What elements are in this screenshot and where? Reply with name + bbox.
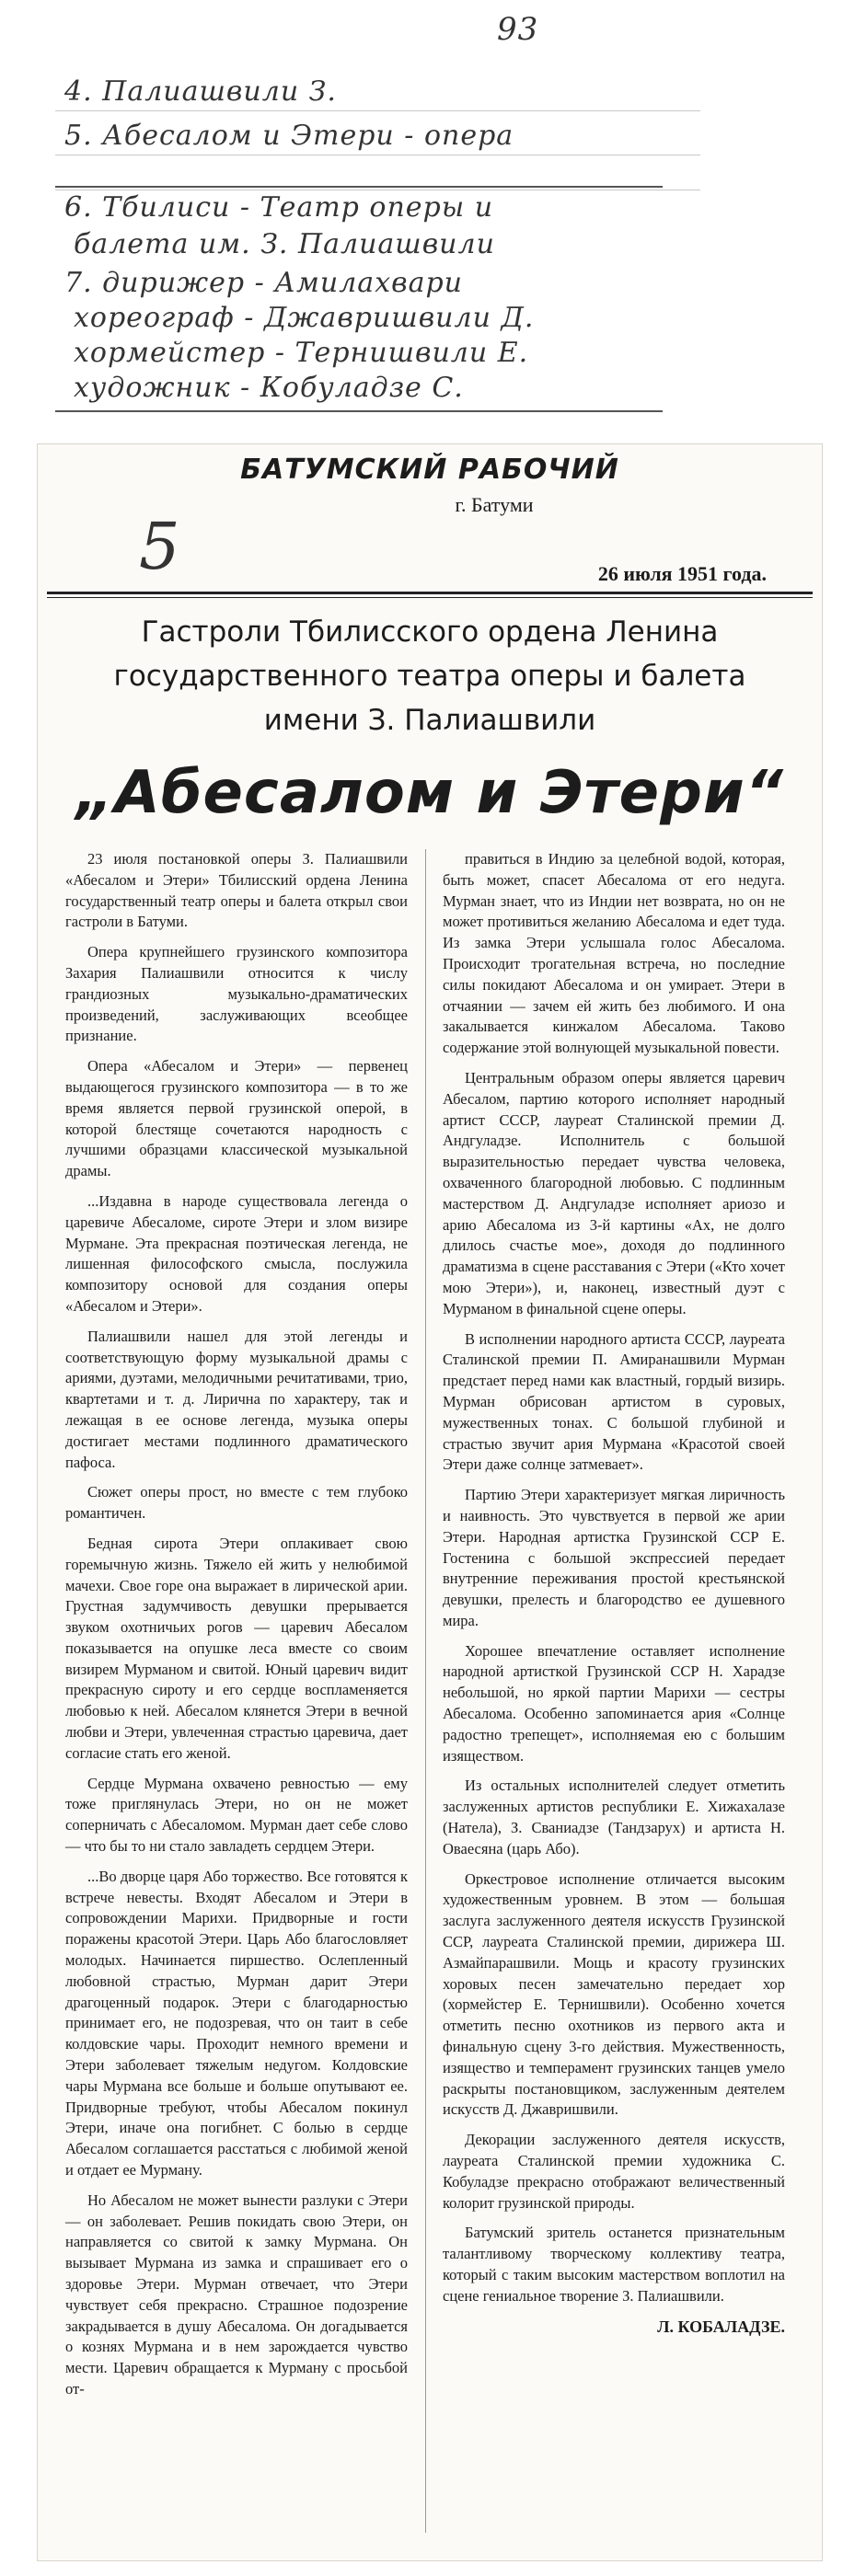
- handwritten-underline: [55, 186, 663, 188]
- article-column-right: [443, 849, 785, 2337]
- publication-date: 26 июля 1951 года.: [597, 562, 767, 585]
- masthead-rule: [47, 592, 813, 594]
- handwritten-note-2: 5. Абесалом и Этери - опера: [64, 120, 514, 152]
- paragraph: Опера «Абесалом и Этери» — первенец выдающегося грузинского композитора — в то же время является первой грузинской оперой, в которой блестяще сочетаются народность с лучшими образцами классической музыкальной драмы.: [65, 1057, 408, 1180]
- article-title: „Абесалом и Этери“: [75, 759, 784, 827]
- paragraph: правиться в Индию за целебной водой, которая, быть может, спасет Абесалома от его недуга. Мурман знает, что из Индии нет возврата, но он не может противиться желанию Абесалома и едет туда. Из замка Этери услышала голос Абесалома. Происходит трогательная встреча, но последние силы покидают Абесалома и он умирает. Этери в отчаянии — зачем ей жить без любимого. И она закалывается кинжалом Абесалома. Таково содержание этой волнующей музыкальной повести.: [443, 850, 785, 1057]
- handwritten-mark: 5: [139, 509, 180, 584]
- paragraph: Батумский зритель останется признательным талантливому творческому коллективу театра, который с таким высоким мастерством воплотил на сцене гениальное творение З. Палиашвили.: [443, 2224, 785, 2305]
- paragraph: ...Во дворце царя Або торжество. Все готовятся к встрече невесты. Входят Абесалом и Этери в сопровождении Марихи. Придворные и гости поражены красотой Этери. Царь Або благословляет молодых. Начинается пиршество. Ослепленный любовной страстью, Мурман дарит Этери драгоценный подарок. Этери с благодарностью принимает его, не подозревая, что он таит в себе колдовские чары. Проходит немного времени и Этери заболевает тяжелым недугом. Колдовские чары Мурмана все больше и больше опутывают ее. Придворные требуют, чтобы Абесалом покинул Этери, иначе она погибнет. С болью в сердце Абесалом соглашается расстаться с любимой женой и отдает ее Мурману.: [65, 1867, 408, 2179]
- handwritten-underline: [55, 410, 663, 412]
- paragraph: Сюжет оперы прост, но вместе с тем глубоко романтичен.: [65, 1483, 408, 1523]
- paragraph: В исполнении народного артиста СССР, лауреата Сталинской премии П. Амиранашвили Мурман предстает перед нами как властный, гордый визирь. Мурман обрисован артистом в суровых, мужественных тонах. С большой глубиной и страстью звучит ария Мурмана «Красотой своей Этери даже солнце затмевает».: [443, 1329, 785, 1474]
- paragraph: Но Абесалом не может вынести разлуки с Этери — он заболевает. Решив покидать свою Этери, он направляется со свитой к замку Мурмана. Он вызывает Мурмана из замка и спрашивает его о здоровье Этери. Мурман отвечает, что Этери чувствует себя прекрасно. Страшное подозрение закрадывается в душу Абесалома. Он догадывается о кознях Мурмана и в нем зарождается чувство мести. Царевич обращается к Мурману с просьбой от-: [65, 2191, 408, 2398]
- column-divider: [425, 849, 426, 2533]
- masthead-rule: [47, 597, 813, 598]
- paragraph: Сердце Мурмана охвачено ревностью — ему тоже приглянулась Этери, но он не может соперничать с Абесаломом. Мурман дает себе слово — что бы то ни стало завладеть сердцем Этери.: [65, 1774, 408, 1856]
- paragraph: Палиашвили нашел для этой легенды и соответствующую форму музыкальной драмы с ариями, дуэтами, мелодичными речитативами, трио, квартетами и т. д. Лирична по характеру, так и лежащая в ее основе легенда, музыка оперы достигает местами подлинного драматического пафоса.: [65, 1327, 408, 1471]
- handwritten-note-8: художник - Кобуладзе С.: [74, 372, 464, 404]
- masthead: [38, 454, 822, 517]
- handwritten-note-4: балета им. З. Палиашвили: [74, 228, 495, 260]
- handwritten-note-6: хореограф - Джавришвили Д.: [74, 302, 535, 334]
- paragraph: Опера крупнейшего грузинского композитора Захария Палиашвили относится к числу грандиозных музыкально-драматических произведений, заслуживающих всеобщее признание.: [65, 943, 408, 1045]
- headline-line: имени З. Палиашвили: [263, 704, 596, 737]
- paragraph: Из остальных исполнителей следует отметить заслуженных артистов республики Е. Хижахалазе (Натела), З. Сваниадзе (Тандзарух) и артиста Н. Оваесяна (царь Або).: [443, 1777, 785, 1857]
- ruled-line: [55, 110, 700, 111]
- paragraph: Бедная сирота Этери оплакивает свою горемычную жизнь. Тяжело ей жить у нелюбимой мачехи. Свое горе она выражает в лирической арии. Грустная задумчивость девушки прерывается звуком охотничьих рогов — царевич Абесалом показывается на опушке леса вместе со своим визирем Мурманом и свитой. Юный царевич видит прекрасную сироту и его сердце воспламеняется любовью к ней. Абесалом клянется Этери в вечной любви и Этери, увлеченная страстью царевича, дает согласие стать его женой.: [65, 1534, 408, 1762]
- article-headline: [38, 610, 822, 827]
- handwritten-note-3: 6. Тбилиси - Театр оперы и: [64, 191, 494, 224]
- newspaper-city: г. Батуми: [455, 493, 534, 516]
- paragraph: Декорации заслуженного деятеля искусств, лауреата Сталинской премии художника С. Кобуладзе прекрасно отображают величественный колорит грузинской природы.: [443, 2131, 785, 2212]
- handwritten-note-7: хормейстер - Тернишвили Е.: [74, 337, 529, 369]
- handwritten-note-5: 7. дирижер - Амилахвари: [64, 267, 463, 299]
- paragraph: Хорошее впечатление оставляет исполнение народной артисткой Грузинской ССР Н. Харадзе небольшой, но яркой партии Марихи — сестры Абесалома. Особенно запоминается ария «Солнце радостно трепещет», исполняемая ею с большим изяществом.: [443, 1641, 785, 1765]
- author-signature: Л. КОБАЛАДЗЕ.: [657, 2317, 785, 2336]
- article-column-left: [65, 849, 408, 2409]
- page-number: 93: [497, 11, 539, 48]
- article-body: [65, 849, 794, 2542]
- handwritten-note-1: 4. Палиашвили З.: [64, 75, 337, 108]
- newspaper-clipping: [37, 443, 823, 2561]
- paragraph: 23 июля постановкой оперы З. Палиашвили «Абесалом и Этери» Тбилисский ордена Ленина государственный театр оперы и балета открыл свои гастроли в Батуми.: [65, 850, 408, 931]
- newspaper-name: БАТУМСКИЙ РАБОЧИЙ: [240, 454, 619, 486]
- headline-line: государственного театра оперы и балета: [113, 660, 746, 693]
- paragraph: Центральным образом оперы является царевич Абесалом, партию которого исполняет народный артист СССР, лауреат Сталинской премии Д. Андгуладзе. Исполнитель с большой выразительностью передает чувства человека, охваченного благородной любовью. С подлинным мастерством Д. Андгуладзе исполняет ариозо и арию Абесалома из 3-й картины «Ах, не долго длилось счастье мое», доходя до подлинного драматизма в сцене расставания с Этери («Кто хочет мою Этери»), и, наконец, известный дуэт с Мурманом в финальной сцене оперы.: [443, 1068, 785, 1317]
- paragraph: Партию Этери характеризует мягкая лиричность и наивность. Это чувствуется в первой же арии Этери. Народная артистка Грузинской ССР Е. Гостенина с большой экспрессией передает внутренние переживания простой крестьянской девушки, прелесть и благородство ее душевного мира.: [443, 1486, 785, 1629]
- paragraph: Оркестровое исполнение отличается высоким художественным уровнем. В этом — большая заслуга заслуженного деятеля искусств Грузинской ССР, лауреата Сталинской премии, дирижера Ш. Азмайпарашвили. Мощь и красоту грузинских хоровых песен замечательно передает хор (хормейстер Е. Тернишвили). Особенно хочется отметить песню охотников из первого акта и финальную сцену 3-го действия. Мужественность, изящество и темперамент грузинских танцев умело раскрыты постановщиком, заслуженным деятелем искусств Д. Джавришвили.: [443, 1869, 785, 2119]
- headline-line: Гастроли Тбилисского ордена Ленина: [141, 615, 719, 649]
- paragraph: ...Издавна в народе существовала легенда о царевиче Абесаломе, сироте Этери и злом визире Мурмане. Эта прекрасная поэтическая легенда, не лишенная философского смысла, послужила композитору основой для создания оперы «Абесалом и Этери».: [65, 1191, 408, 1315]
